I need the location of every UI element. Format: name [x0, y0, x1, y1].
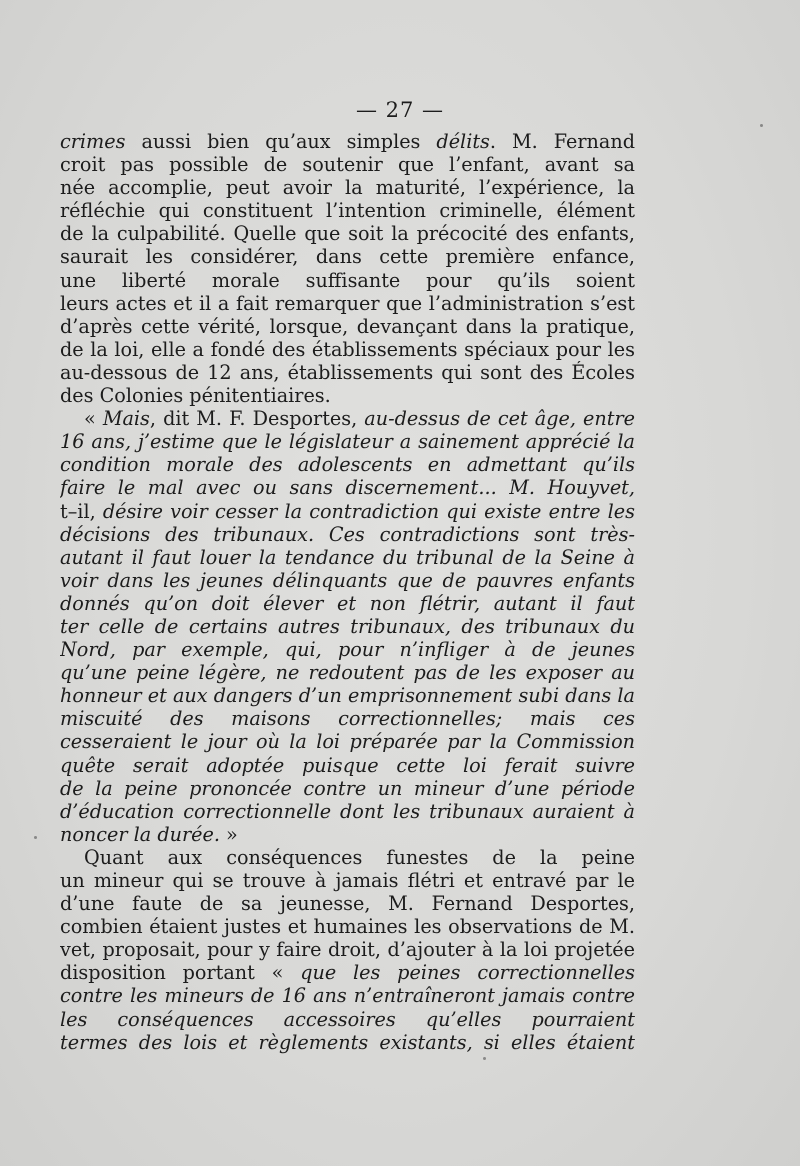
text-line [60, 500, 635, 523]
italic-run: qu’une peine légère, ne redoutent pas de les exposer au [60, 661, 635, 685]
text-line [60, 823, 635, 846]
text-run: réfléchie qui constituent l’intention criminelle, élément [60, 199, 635, 223]
text-line [60, 569, 635, 592]
paragraph [60, 846, 635, 1054]
italic-run: termes des lois et règlements existants, si elles étaient [60, 1030, 635, 1054]
italic-run: contre les mineurs de 16 ans n’entraîneront jamais contre [60, 984, 635, 1008]
text-run: d’une faute de sa jeunesse, M. Fernand Desportes, [60, 892, 635, 916]
italic-run: Mais [102, 407, 150, 431]
text-run: de la loi, elle a fondé des établissements spéciaux pour les [60, 337, 635, 361]
italic-run: honneur et aux dangers d’un emprisonnement subi dans la [60, 684, 635, 708]
italic-run: voir dans les jeunes délinquants que de pauvres enfants [60, 568, 635, 592]
text-line [60, 430, 635, 453]
text-run: de la culpabilité. Quelle que soit la précocité des enfants, [60, 222, 635, 246]
text-line [60, 661, 635, 684]
text-line [60, 615, 635, 638]
text-line [60, 800, 635, 823]
text-run: saurait les considérer, dans cette première enfance, [60, 245, 635, 269]
italic-run: de la peine prononcée contre un mineur d’une période [60, 776, 635, 800]
text-line [60, 1008, 635, 1031]
text-run: croit pas possible de soutenir que l’enfant, avant sa [60, 153, 635, 177]
text-run: un mineur qui se trouve à jamais flétri et entravé par le [60, 869, 635, 892]
text-line [60, 523, 635, 546]
text-line [60, 961, 635, 984]
text-line [60, 315, 635, 338]
italic-run: faire le mal avec ou sans discernement... M. Houyvet, [60, 476, 635, 500]
text-line [60, 638, 635, 661]
italic-run: noncer la durée. [60, 822, 220, 846]
text-line [60, 869, 635, 892]
italic-run: autant il faut louer la tendance du tribunal de la Seine à [60, 545, 635, 569]
text-line [60, 938, 635, 961]
text-line [60, 407, 635, 430]
italic-run: les conséquences accessoires qu’elles pourraient [60, 1007, 635, 1031]
text-run: t–il, [60, 499, 103, 523]
text-run: leurs actes et il a fait remarquer que l’administration s’est [60, 291, 635, 315]
text-run: , dit M. F. Desportes, [149, 407, 365, 431]
text-line [60, 846, 635, 869]
text-line [60, 245, 635, 268]
italic-run: quête serait adoptée puisque cette loi ferait suivre [60, 753, 635, 777]
italic-run: crimes [60, 130, 126, 153]
text-line [60, 153, 635, 176]
italic-run: condition morale des adolescents en admettant qu’ils [60, 453, 635, 477]
text-line [60, 361, 635, 384]
speck [483, 1057, 486, 1060]
text-run: . M. Fernand [489, 130, 635, 153]
italic-run: donnés qu’on doit élever et non flétrir, autant il faut [60, 591, 635, 615]
italic-run: au-dessus de cet âge, entre [364, 407, 635, 431]
text-line [60, 915, 635, 938]
text-run: disposition portant « [60, 961, 301, 985]
text-line [60, 754, 635, 777]
body-text [60, 130, 635, 1054]
italic-run: d’éducation correctionnelle dont les tribunaux auraient à [60, 799, 635, 823]
text-line [60, 892, 635, 915]
text-line [60, 1031, 635, 1054]
text-line [60, 546, 635, 569]
text-run: née accomplie, peut avoir la maturité, l’expérience, la [60, 176, 635, 200]
text-line [60, 684, 635, 707]
italic-run: cesseraient le jour où la loi préparée par la Commission [60, 730, 635, 754]
italic-run: Nord, par exemple, qui, pour n’infliger à de jeunes [60, 638, 635, 662]
text-run: aussi bien qu’aux simples [125, 130, 437, 153]
italic-run: 16 ans, j’estime que le législateur a sainement apprécié la [60, 430, 635, 454]
text-line [60, 453, 635, 476]
text-run: des Colonies pénitentiaires. [60, 384, 331, 408]
text-line [60, 707, 635, 730]
text-line [60, 777, 635, 800]
paragraph [60, 407, 635, 846]
text-run: une liberté morale suffisante pour qu’ils soient [60, 268, 635, 292]
text-line [60, 292, 635, 315]
italic-run: miscuité des maisons correctionnelles; mais ces [60, 707, 635, 731]
speck [760, 124, 763, 127]
text-line [60, 338, 635, 361]
text-run: » [219, 822, 238, 846]
text-line [60, 199, 635, 222]
italic-run: que les peines correctionnelles [300, 961, 635, 985]
text-run: « [84, 407, 103, 431]
italic-run: décisions des tribunaux. Ces contradictions sont très- [60, 522, 635, 546]
page-number: — 27 — [355, 98, 445, 122]
text-line [60, 476, 635, 499]
text-line [60, 384, 635, 407]
text-run: Quant aux conséquences funestes de la peine [84, 845, 635, 869]
text-run: vet, proposait, pour y faire droit, d’ajouter à la loi projetée [60, 938, 635, 962]
text-run: au-dessous de 12 ans, établissements qui sont des Écoles [60, 360, 635, 384]
text-line [60, 730, 635, 753]
paragraph [60, 130, 635, 407]
italic-run: désire voir cesser la contradiction qui existe entre les [102, 499, 635, 523]
text-line [60, 222, 635, 245]
italic-run: délits [436, 130, 490, 153]
italic-run: ter celle de certains autres tribunaux, des tribunaux du [60, 614, 635, 638]
text-line [60, 130, 635, 153]
text-run: d’après cette vérité, lorsque, devançant dans la pratique, [60, 314, 635, 338]
text-line [60, 176, 635, 199]
text-run: combien étaient justes et humaines les observations de M. [60, 915, 635, 939]
speck [34, 836, 37, 839]
text-line [60, 984, 635, 1007]
text-line [60, 592, 635, 615]
text-line [60, 269, 635, 292]
